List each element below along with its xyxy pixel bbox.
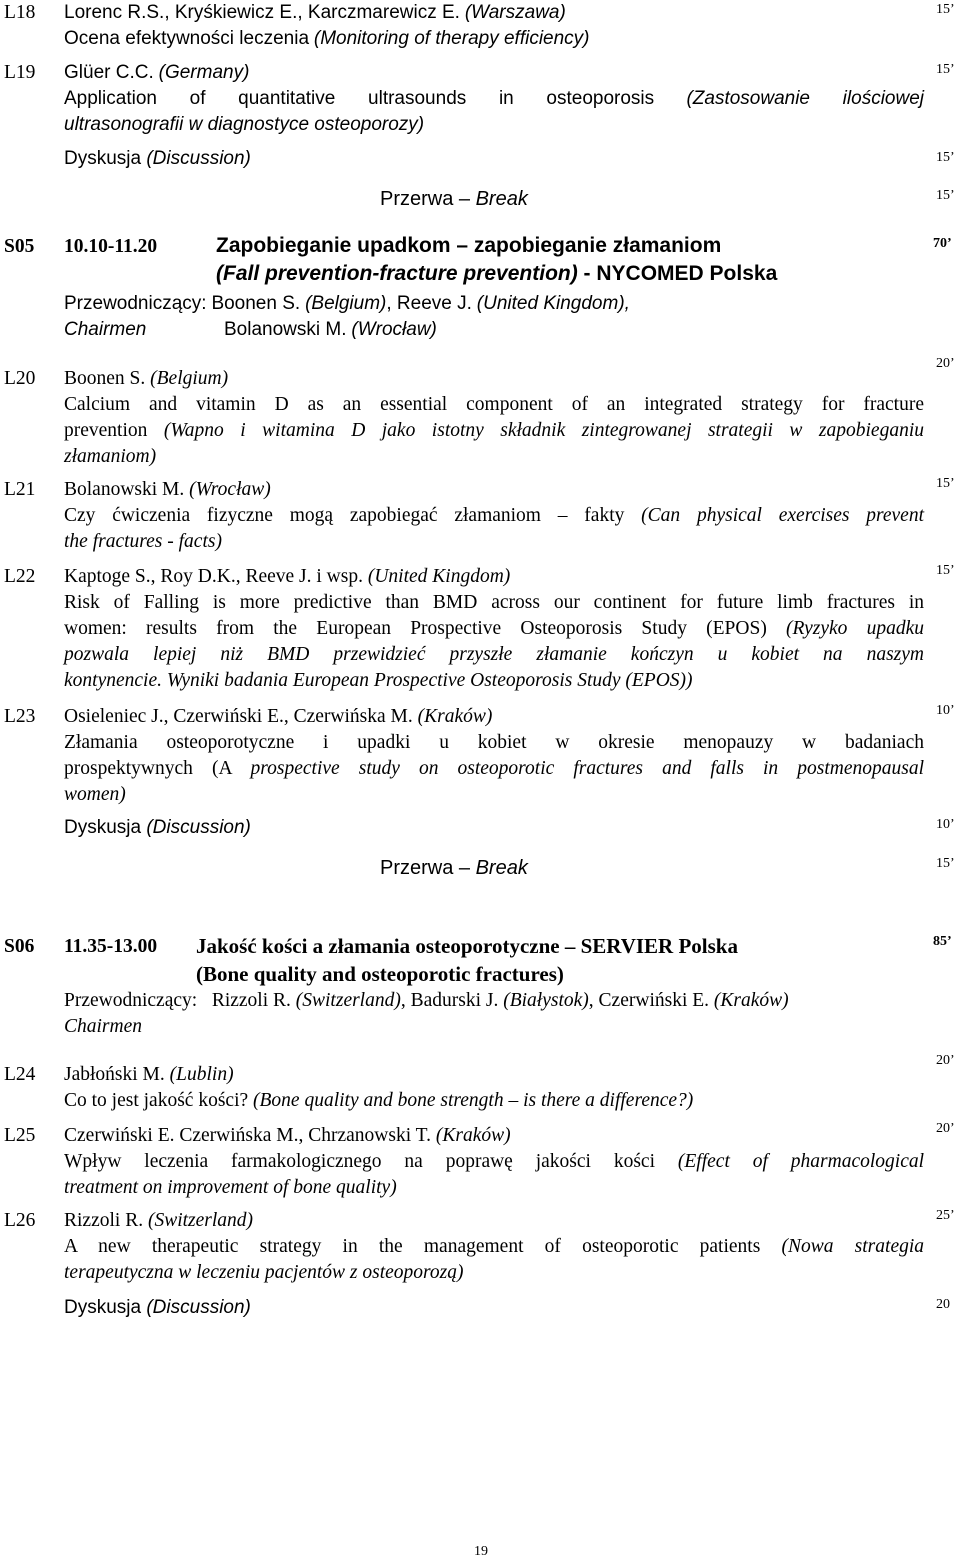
lecture-authors: Boonen S. — [64, 368, 146, 389]
chair-label: Przewodniczący: — [64, 293, 207, 314]
chair-country: (Kraków) — [713, 990, 789, 1011]
chair-country: (Wrocław) — [351, 319, 437, 340]
chair-name: , Reeve J. — [386, 293, 472, 314]
lecture-code: L25 — [4, 1125, 36, 1146]
lecture-title-en: (Bone quality and bone strength – is there a difference?) — [253, 1090, 694, 1111]
chair-name: , Czerwiński E. — [588, 990, 710, 1011]
session-duration: 85’ — [933, 934, 952, 949]
break-duration: 15’ — [936, 856, 955, 871]
session-sponsor: - NYCOMED Polska — [577, 262, 778, 285]
lecture-city: (Kraków) — [417, 706, 493, 727]
session-time: 10.10-11.20 — [64, 236, 158, 257]
lecture-title-pl: pozwala lepiej niż BMD przewidzieć przyszłe złamanie kończyn u kobiet na naszym — [64, 644, 924, 665]
lecture-city: (Lublin) — [169, 1064, 234, 1085]
lecture-title-pl: (Nowa strategia — [781, 1236, 925, 1257]
lecture-code: L24 — [4, 1064, 36, 1085]
lecture-body — [64, 60, 924, 138]
lecture-body — [64, 564, 924, 694]
session-duration: 70’ — [933, 236, 952, 251]
chair-name: Bolanowski M. — [224, 319, 347, 340]
lecture-title: A new therapeutic strategy in the management of osteoporotic patients — [64, 1236, 761, 1257]
discussion-duration: 10’ — [936, 817, 955, 832]
session-title-pl: Jakość kości a złamania osteoporotyczne – SERVIER Polska — [196, 934, 738, 958]
discussion-label-en: (Discussion) — [146, 1297, 251, 1318]
break-label-en: Break — [475, 857, 528, 879]
discussion-duration: 15’ — [936, 150, 955, 165]
session-chairs — [64, 291, 924, 343]
lecture-duration: 20’ — [936, 1121, 955, 1136]
session-title-pl: Zapobieganie upadkom – zapobieganie złamaniom — [216, 234, 722, 257]
discussion-duration: 20 — [936, 1297, 950, 1312]
lecture-title-en: Application of quantitative ultrasounds in osteoporosis — [64, 88, 655, 109]
lecture-title-pl: (Zastosowanie ilościowej — [686, 88, 924, 109]
session-time: 11.35-13.00 — [64, 936, 158, 957]
lecture-title: prevention — [64, 420, 148, 441]
discussion-label-en: (Discussion) — [146, 148, 251, 169]
lecture-duration: 20’ — [936, 1053, 955, 1068]
lecture-body — [64, 704, 924, 808]
lecture-duration: 15’ — [936, 62, 955, 77]
lecture-title: Wpływ leczenia farmakologicznego na poprawę jakości kości — [64, 1151, 655, 1172]
break-label: Przerwa – — [380, 188, 471, 210]
lecture-title-en: the fractures - facts) — [64, 531, 222, 552]
discussion-label: Dyskusja — [64, 148, 142, 169]
lecture-body — [64, 1123, 924, 1201]
lecture-title: Risk of Falling is more predictive than BMD across our continent for future limb fractures in — [64, 592, 924, 613]
lecture-authors: Czerwiński E. Czerwińska M., Chrzanowski T. — [64, 1125, 432, 1146]
lecture-title-pl: terapeutyczna w leczeniu pacjentów z osteoporozą) — [64, 1262, 464, 1283]
lecture-title-en: (Effect of pharmacological — [677, 1151, 925, 1172]
lecture-duration: 15’ — [936, 476, 955, 491]
lecture-duration: 15’ — [936, 563, 955, 578]
lecture-city: (United Kingdom) — [367, 566, 511, 587]
lecture-title: Złamania osteoporotyczne i upadki u kobiet w okresie menopauzy w badaniach — [64, 732, 924, 753]
lecture-title: Calcium and vitamin D as an essential component of an integrated strategy for fracture — [64, 394, 924, 415]
discussion-label-en: (Discussion) — [146, 817, 251, 838]
lecture-city: (Germany) — [158, 62, 250, 83]
lecture-body — [64, 1208, 924, 1286]
lecture-city: (Warszawa) — [464, 2, 566, 23]
chair-name: Rizzoli R. — [211, 990, 291, 1011]
lecture-title-pl-cont: ultrasonografii w diagnostyce osteoporozy) — [64, 114, 425, 135]
chair-label-en: Chairmen — [64, 319, 147, 340]
chair-name: , Badurski J. — [400, 990, 499, 1011]
session-code: S05 — [4, 236, 35, 257]
chair-country: (Switzerland) — [295, 990, 401, 1011]
session-title-en: (Fall prevention-fracture prevention) — [216, 262, 578, 285]
lecture-title-pl: złamaniom) — [64, 446, 157, 467]
lecture-code: L22 — [4, 566, 36, 587]
lecture-title: prospektywnych (A — [64, 758, 232, 779]
lecture-title-pl: Ocena efektywności leczenia — [64, 28, 310, 49]
lecture-title-en: (Can physical exercises prevent — [641, 505, 925, 526]
page-number: 19 — [474, 1544, 488, 1559]
lecture-code: L23 — [4, 706, 36, 727]
lecture-authors: Bolanowski M. — [64, 479, 185, 500]
lecture-title-pl: kontynencie. Wyniki badania European Prospective Osteoporosis Study (EPOS)) — [64, 670, 693, 691]
lecture-city: (Wrocław) — [189, 479, 271, 500]
discussion-label: Dyskusja — [64, 817, 142, 838]
break-duration: 15’ — [936, 188, 955, 203]
lecture-authors: Rizzoli R. — [64, 1210, 144, 1231]
lecture-authors: Glüer C.C. — [64, 62, 154, 83]
break-label: Przerwa – — [380, 857, 471, 879]
lecture-title: Czy ćwiczenia fizyczne mogą zapobiegać złamaniom – fakty — [64, 505, 625, 526]
lecture-body — [64, 0, 924, 52]
lecture-duration: 25’ — [936, 1208, 955, 1223]
lecture-title-en: women) — [64, 784, 126, 805]
lecture-title: Co to jest jakość kości? — [64, 1090, 249, 1111]
chair-name: Boonen S. — [211, 293, 301, 314]
lecture-title-en: treatment on improvement of bone quality) — [64, 1177, 397, 1198]
chair-country: (Białystok) — [503, 990, 589, 1011]
lecture-code: L18 — [4, 2, 36, 23]
chair-label: Przewodniczący: — [64, 990, 198, 1011]
lecture-body — [64, 366, 924, 470]
lecture-code: L20 — [4, 368, 36, 389]
lecture-city: (Kraków) — [435, 1125, 511, 1146]
lecture-code: L19 — [4, 62, 36, 83]
chair-country: (United Kingdom), — [476, 293, 630, 314]
lecture-city: (Switzerland) — [147, 1210, 254, 1231]
lecture-authors: Kaptoge S., Roy D.K., Reeve J. i wsp. — [64, 566, 363, 587]
session-chairs — [64, 988, 924, 1040]
lecture-title: women: results from the European Prospective Osteoporosis Study (EPOS) — [64, 618, 767, 639]
lecture-title-pl: (Ryzyko upadku — [786, 618, 925, 639]
lecture-title-en: prospective study on osteoporotic fractures and falls in postmenopausal — [250, 758, 924, 779]
lecture-duration: 20’ — [936, 356, 955, 371]
session-code: S06 — [4, 936, 35, 957]
lecture-authors: Jabłoński M. — [64, 1064, 165, 1085]
lecture-body — [64, 477, 924, 555]
lecture-code: L26 — [4, 1210, 36, 1231]
chair-country: (Belgium) — [305, 293, 387, 314]
lecture-title-pl: (Wapno i witamina D jako istotny składnik zintegrowanej strategii w zapobieganiu — [163, 420, 924, 441]
discussion-label: Dyskusja — [64, 1297, 142, 1318]
lecture-authors: Lorenc R.S., Kryśkiewicz E., Karczmarewicz E. — [64, 2, 460, 23]
lecture-authors: Osieleniec J., Czerwiński E., Czerwińska M. — [64, 706, 413, 727]
session-title-en: (Bone quality and osteoporotic fractures) — [196, 962, 564, 986]
break-label-en: Break — [475, 188, 528, 210]
lecture-duration: 10’ — [936, 703, 955, 718]
lecture-body — [64, 1062, 924, 1114]
lecture-title-en: (Monitoring of therapy efficiency) — [313, 28, 590, 49]
lecture-city: (Belgium) — [150, 368, 229, 389]
lecture-code: L21 — [4, 479, 36, 500]
lecture-duration: 15’ — [936, 2, 955, 17]
chair-label-en: Chairmen — [64, 1016, 142, 1037]
